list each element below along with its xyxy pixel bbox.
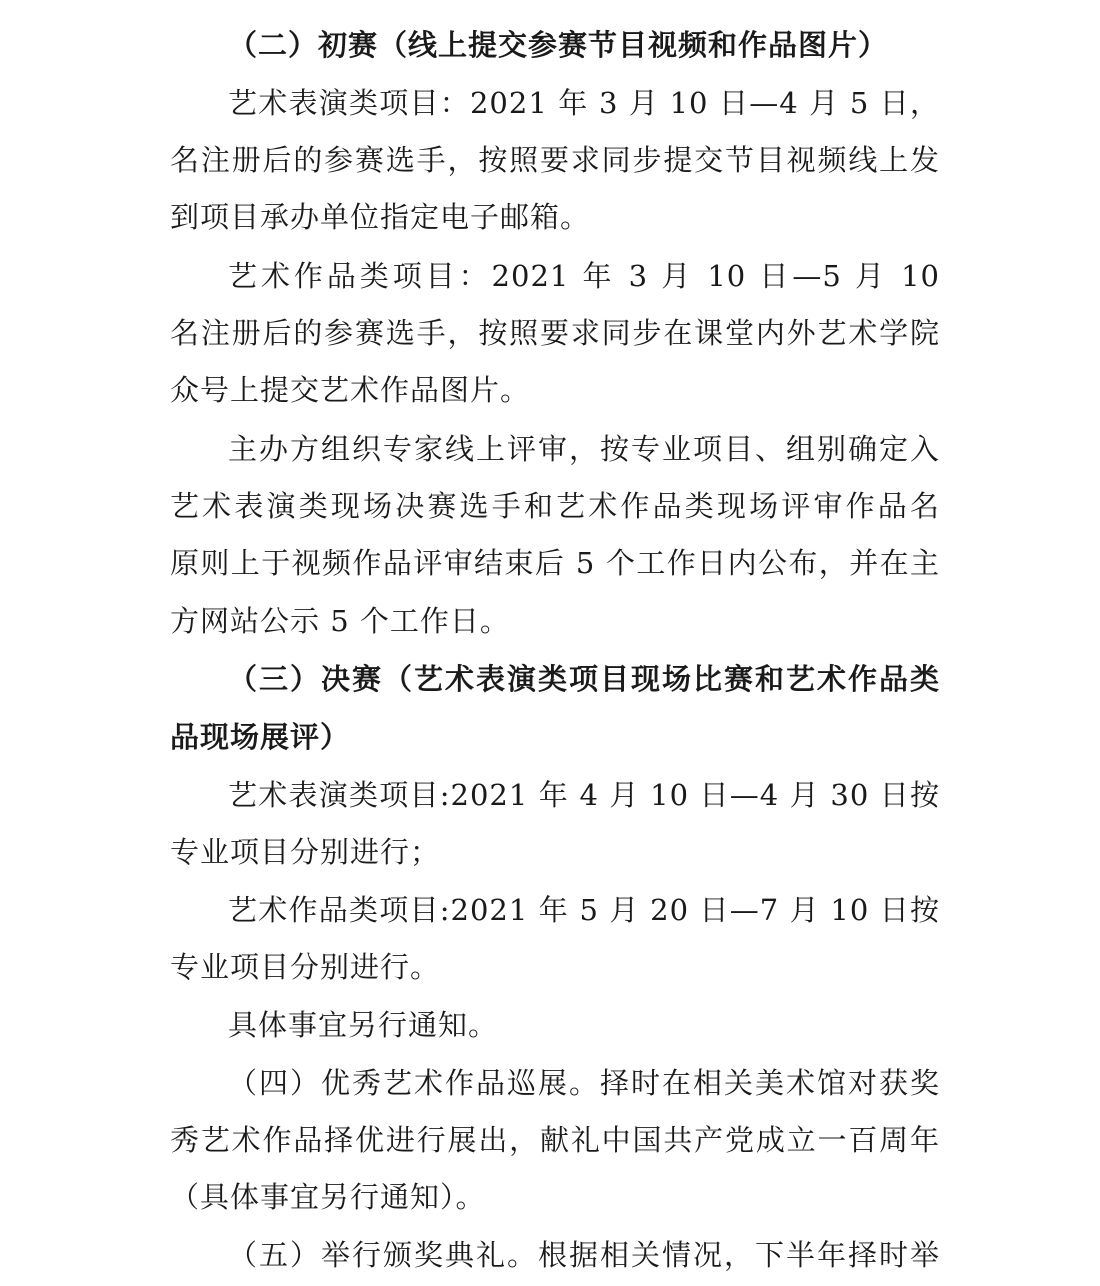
- paragraph-line: 艺术表演类项目:2021 年 4 月 10 日—4 月 30 日按: [228, 778, 940, 812]
- paragraph-line: 方网站公示 5 个工作日。: [170, 604, 510, 638]
- paragraph-line: 秀艺术作品择优进行展出，献礼中国共产党成立一百周年: [170, 1123, 940, 1157]
- paragraph-line: 到项目承办单位指定电子邮箱。: [170, 200, 591, 234]
- paragraph-line: 艺术表演类项目：2021 年 3 月 10 日—4 月 5 日，: [228, 86, 940, 120]
- paragraph-line: 众号上提交艺术作品图片。: [170, 373, 531, 407]
- paragraph-line: 艺术作品类项目：2021 年 3 月 10 日—5 月 10: [228, 259, 940, 293]
- paragraph-line: 艺术表演类现场决赛选手和艺术作品类现场评审作品名: [170, 489, 940, 523]
- paragraph-line: 具体事宜另行通知。: [228, 1008, 499, 1042]
- paragraph-line: 艺术作品类项目:2021 年 5 月 20 日—7 月 10 日按: [228, 893, 940, 927]
- paragraph-line: 专业项目分别进行。: [170, 950, 441, 984]
- paragraph-line: 名注册后的参赛选手，按照要求同步在课堂内外艺术学院: [170, 316, 940, 350]
- paragraph-line: 名注册后的参赛选手，按照要求同步提交节目视频线上发: [170, 143, 940, 177]
- section-heading-final: （三）决赛（艺术表演类项目现场比赛和艺术作品类: [228, 662, 940, 696]
- paragraph-line: （五）举行颁奖典礼。根据相关情况，下半年择时举: [228, 1238, 940, 1272]
- paragraph-line: （四）优秀艺术作品巡展。择时在相关美术馆对获奖: [228, 1066, 940, 1100]
- section-heading-preliminary: （二）初赛（线上提交参赛节目视频和作品图片）: [228, 28, 889, 62]
- paragraph-line: 主办方组织专家线上评审，按专业项目、组别确定入: [228, 432, 940, 466]
- paragraph-line: 专业项目分别进行；: [170, 835, 441, 869]
- section-heading-final-cont: 品现场展评）: [170, 720, 351, 754]
- paragraph-line: 原则上于视频作品评审结束后 5 个工作日内公布，并在主: [170, 546, 940, 580]
- paragraph-line: （具体事宜另行通知）。: [170, 1180, 486, 1214]
